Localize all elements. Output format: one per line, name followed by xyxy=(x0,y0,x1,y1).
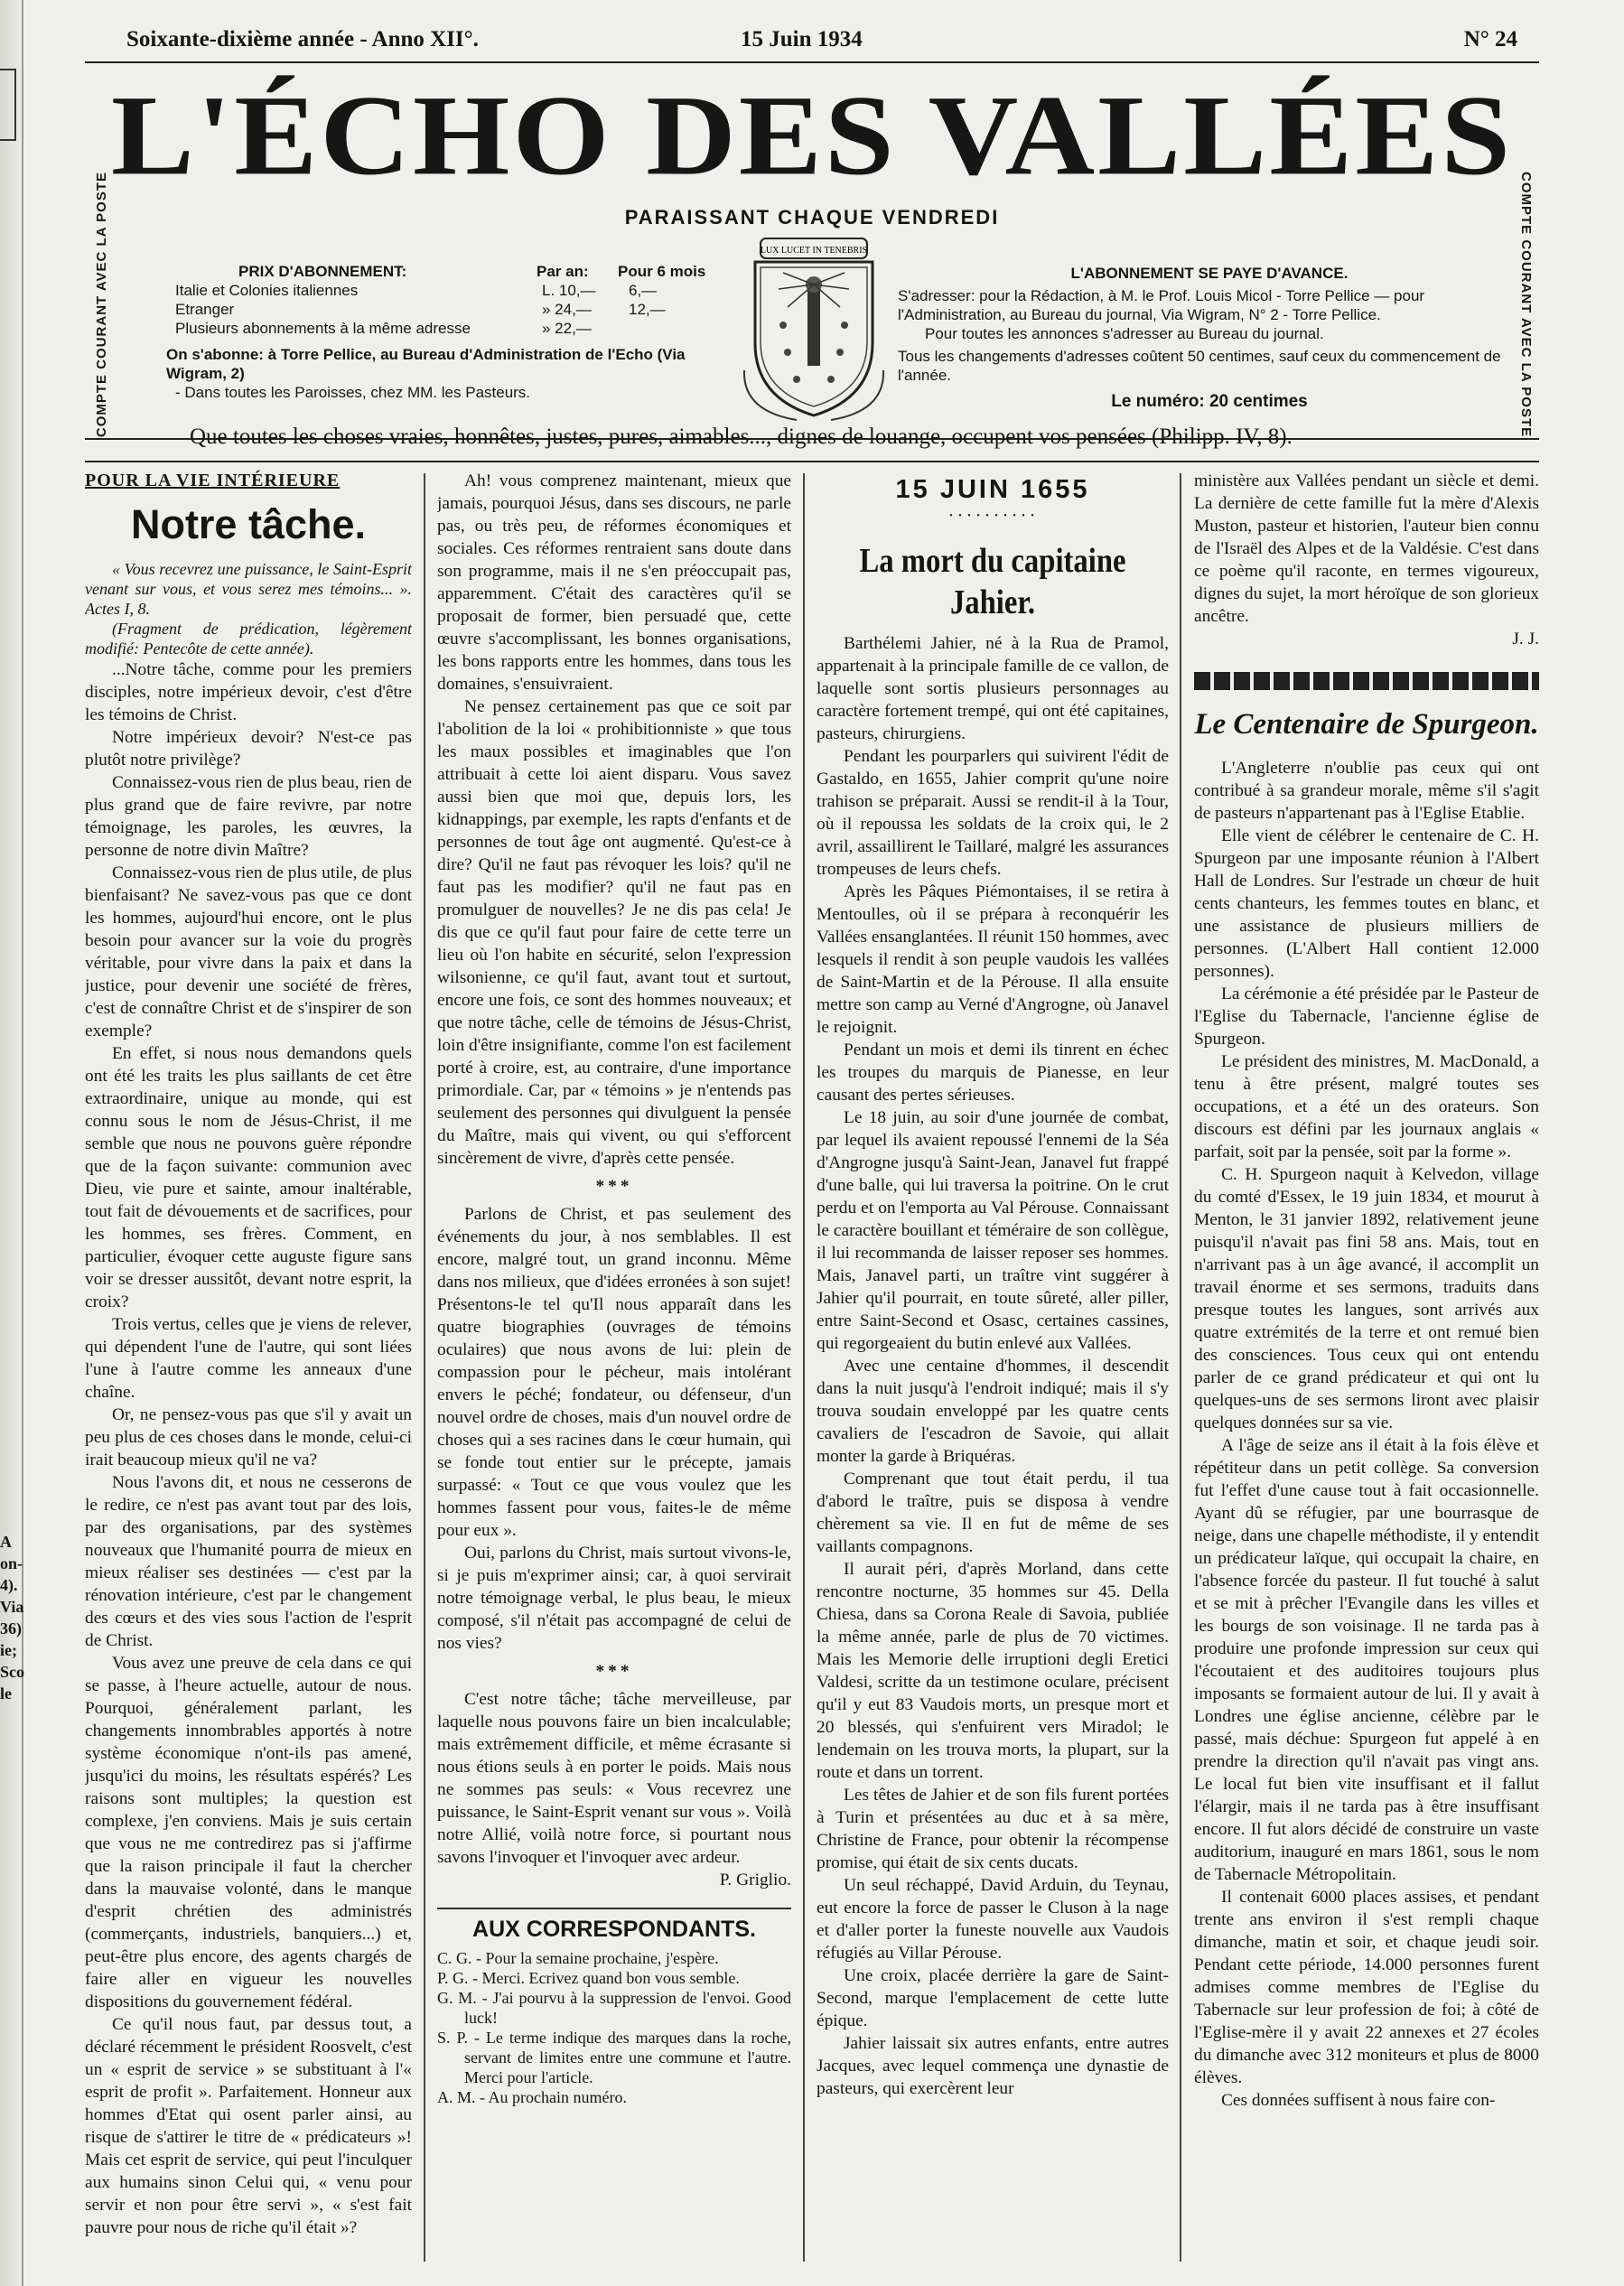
paragraph: Vous avez une preuve de cela dans ce qui se passe, à l'heure actuelle, autour de nous. Pourquoi, généralement parlant, les changements innombrables apportés à notre système économique n'ont-ils pas amené, jusqu'ici du moins, les résultats espérés? Les raisons sont multiples; la question est complexe, j'en conviens. Mais je suis certain que vous ne me contredirez pas si j'affirme que la raison principale il faut la chercher dans la mauvaise volonté, dans le manque d'esprit chrétien des administrés (commerçants, industriels, banquiers...) et, peut-être plus encore, des agents chargés de faire aller en vigueur les nouvelles dispositions du gouvernement fédéral. xyxy=(85,1654,412,2011)
paragraph: A l'âge de seize ans il était à la fois élève et répétiteur dans un petit collège. Sa conversion fut l'effet d'une cause tout à fait occasionnelle. Ayant dû se réfugier, par une bourrasque de neige, dans une chapelle méthodiste, il y entendit un prédicateur laïque, qui occupait la chaire, en l'absence forcée du pasteur. Il fut touché à salut et se mit à prêcher l'Evangile dans les villes et les bourgs de son voisinage. Il ne tarda pas à produire une profonde impression sur ceux qui l'écoutaient et des auditoires toujours plus imposants se formaient autour de lui. Il y avait à Londres une église ancienne, célèbre par le passé, mais déchue: Spurgeon fut appelé à en prendre la direction qu'il n'avait pas vingt ans. Le local fut bien vite insuffisant et il fallut l'élargir, mais il ne tarda pas à être insuffisant encore. Il fut alors décidé de construire un vaste auditorium, inauguré en mars 1861, sous le nom de Tabernacle Métropolitain. xyxy=(1194,1436,1539,1884)
table-row xyxy=(175,281,671,300)
section-separator: *** xyxy=(595,1177,633,1196)
paragraph: Trois vertus, celles que je viens de relever, qui dépendent l'une de l'autre, qui sont liées l'une à l'autre comme les anneaux d'une chaîne. xyxy=(85,1315,412,1402)
row-label: Etranger xyxy=(175,301,235,318)
admin-line-1: S'adresser: pour la Rédaction, à M. le Prof. Louis Micol - Torre Pellice — pour l'Administration, au Bureau du journal, Via Wigram, N° 2 - Torre Pellice. xyxy=(898,287,1425,323)
paragraph: Un seul réchappé, David Arduin, du Teynau, eut encore la force de passer le Cluson à la nage et d'aller porter la funeste nouvelle aux Vaudois réfugiés au Villar Pérouse. xyxy=(817,1876,1169,1963)
waldensian-emblem-icon xyxy=(742,235,885,425)
article-columns xyxy=(85,470,1539,2267)
table-row xyxy=(175,300,671,319)
paragraph: La cérémonie a été présidée par le Pasteur de l'Eglise du Tabernacle, l'ancienne église de Spurgeon. xyxy=(1194,984,1539,1049)
paragraph: Ah! vous comprenez maintenant, mieux que jamais, pourquoi Jésus, dans ses discours, ne parle pas, ou très peu, de réformes économiques et sociales. Ces réformes rentraient sans doute dans son programme, mais il ne s'en préoccupait pas, apparemment. C'était des caractères qu'il se proposait de former, bien persuadé que, cette œuvre s'accomplissant, les bonnes organisations, les bons rapports entre les hommes, dans tous les domaines, s'ensuivraient. xyxy=(437,471,791,694)
paragraph: Après les Pâques Piémontaises, il se retira à Mentoulles, où il se prépara à reconquérir les Vallées ensanglantées. Il réunit 150 hommes, avec lesquels il rendit à son peuple vaudois les vallées de Saint-Martin et de la Pérouse. Il alla ensuite mettre son camp au Verné d'Angrogne, où Janavel le rejoignit. xyxy=(817,882,1169,1037)
row-label: Plusieurs abonnements à la même adresse xyxy=(175,320,471,337)
side-text-right: COMPTE COURANT AVEC LA POSTE xyxy=(1518,172,1534,438)
left-margin-box xyxy=(0,69,16,141)
list-item: S. P. - Le terme indique des marques dans la roche, servant de limites entre une commune et l'autre. Merci pour l'article. xyxy=(437,2029,791,2086)
correspondents-title: AUX CORRESPONDANTS. xyxy=(437,1908,791,1941)
paragraph: L'Angleterre n'oublie pas ceux qui ont contribué à sa grandeur morale, même s'il s'agit de pasteurs n'appartenant pas à l'Eglise Etablie. xyxy=(1194,759,1539,823)
emblem-motto: LUX LUCET IN TENEBRIS xyxy=(760,246,868,256)
paragraph: Ces données suffisent à nous faire con- xyxy=(1221,2091,1496,2110)
paragraph: C'est notre tâche; tâche merveilleuse, par laquelle nous pouvons faire un bien incalculable; mais extrêmement difficile, et même écrasante si nous étions seuls à en porter le poids. Mais nous ne sommes pas seuls: « Vous recevrez une puissance, le Saint-Esprit venant sur vous ». Voilà notre Allié, voilà notre force, si pourtant nous savons l'invoquer et l'invoquer avec ardeur. xyxy=(437,1690,791,1867)
author-signature: P. Griglio. xyxy=(719,1871,791,1889)
newspaper-subtitle: PARAISSANT CHAQUE VENDREDI xyxy=(624,206,1000,229)
paragraph: Connaissez-vous rien de plus utile, de plus bienfaisant? Ne savez-vous pas que ce dont les hommes, aujourd'hui encore, ont le plus besoin pour avancer sur la voie du progrès véritable, pour vivre dans la paix et dans la justice, pour devenir une société de frères, c'est de connaître Christ et de s'inspirer de son exemple? xyxy=(85,863,412,1040)
epigraph-quote: « Vous recevrez une puissance, le Saint-Esprit venant sur vous, et vous serez mes témoins... ». Actes I, 8. xyxy=(85,560,412,618)
paragraph: Pendant un mois et demi ils tinrent en échec les troupes du marquis de Pianesse, en leur causant des pertes sérieuses. xyxy=(817,1040,1169,1105)
table-row xyxy=(175,319,671,338)
header-rule xyxy=(85,461,1539,462)
column-2 xyxy=(437,470,791,2267)
author-signature: J. J. xyxy=(1512,630,1539,648)
newspaper-title: L'ÉCHO DES VALLÉES xyxy=(110,71,1514,199)
correspondents-list xyxy=(437,1948,791,2107)
subscription-note-2: - Dans toutes les Paroisses, chez MM. les Pasteurs. xyxy=(175,384,531,401)
paragraph: Barthélemi Jahier, né à la Rua de Pramol, appartenait à la principale famille de ce vallon, de laquelle sont sortis plusieurs personnages au caractère fortement trempé, qui ont été capitaines, pasteurs, chirurgiens. xyxy=(817,634,1169,743)
row-half: 6,— xyxy=(629,282,658,299)
paragraph: Nous l'avons dit, et nous ne cesserons de le redire, ce n'est pas avant tout par des lois, par des organisations, par des systèmes nouveaux que l'humanité pourra de mieux en mieux réaliser ses destinées — c'est par la rénovation intérieure, c'est par le changement des cœurs et des vies sous l'action de l'esprit de Christ. xyxy=(85,1473,412,1650)
paragraph: Jahier laissait six autres enfants, entre autres Jacques, avec lequel commença une dynastie de pasteurs, qui exercèrent leur xyxy=(817,2034,1169,2098)
issue-date: 15 Juin 1934 xyxy=(741,27,863,51)
article-title-jahier: La mort du capitaine Jahier. xyxy=(859,542,1126,621)
row-year: » 22,— xyxy=(542,320,592,337)
top-line xyxy=(126,27,1517,60)
paragraph: Pendant les pourparlers qui suivirent l'édit de Gastaldo, en 1655, Jahier comprit qu'une noire trahison se préparait. Aussi se rendit-il à la Tour, où il repoussa les soldats de la croix qui, le 2 avril, assaillirent le Taillaré, malgré les assurances trompeuses de leurs chefs. xyxy=(817,747,1169,879)
col-year-label: Par an: xyxy=(537,263,589,280)
paragraph: Ce qu'il nous faut, par dessus tout, a déclaré récemment le président Roosvelt, c'est un « esprit de service » se substituant à l'« esprit de profit ». Parfaitement. Honneur aux hommes d'Etat qui osent parler ainsi, au risque de s'attirer le titre de « prédicateurs »! Mais cet esprit de service, qui peut l'inculquer aux humains sinon Celui qui, « venu pour servir et non pour être servi », « s'est fait pauvre pour nous de riche qu'il était »? xyxy=(85,2015,412,2237)
row-half xyxy=(629,319,671,338)
article-source-note: (Fragment de prédication, légèrement modifié: Pentecôte de cette année). xyxy=(85,620,412,658)
paragraph: Il aurait péri, d'après Morland, dans cette rencontre nocturne, 35 hommes sur 45. Della Chiesa, dans sa Corona Reale di Savoia, publiée la même année, parle de plus de 70 victimes. Mais les Memorie delle irruptioni degli Eretici Valdesi, scritte da un testimone oculare, précisent qu'il y eut 83 Vaudois morts, un presque mort et 20 blessés, qui s'enfuirent vers Miradol; le lendemain on les trouva morts, la plupart, sur la route et dans un torrent. xyxy=(817,1560,1169,1782)
subscription-table xyxy=(175,281,671,338)
admin-heading: L'ABONNEMENT SE PAYE D'AVANCE. xyxy=(1070,265,1349,282)
paragraph: En effet, si nous nous demandons quels ont été les traits les plus saillants de cet être extraordinaire, unique au monde, qui est connu sous le nom de Jésus-Christ, il me semble que nous ne pouvons guère répondre que de la façon suivante: communion avec Dieu, vie pure et sainte, amour inaltérable, tout fait de dévouements et de sacrifices, pour les hommes, ses frères. Comment, en particulier, évoquer cette auguste figure sans voir se dresser aussitôt, devant notre esprit, la croix? xyxy=(85,1044,412,1311)
paragraph: Avec une centaine d'hommes, il descendit dans la nuit jusqu'à l'endroit indiqué; mais il s'y trouva soudain enveloppé par les quatre cents cavaliers de l'escadron de Savoie, qui allait monter la garde à Briquéras. xyxy=(817,1357,1169,1466)
article-kicker: POUR LA VIE INTÉRIEURE xyxy=(85,471,341,490)
column-rule xyxy=(1180,473,1181,2262)
row-half: 12,— xyxy=(629,301,666,318)
paragraph: C. H. Spurgeon naquit à Kelvedon, village du comté d'Essex, le 19 juin 1834, et mourut à Menton, le 31 janvier 1892, relativement jeune puisqu'il n'avait pas fini 58 ans. Mais, tout en n'arrivant pas à un âge avancé, il accomplit un travail énorme et ses sermons, traduits dans presque toutes les langues, sont arrivés aux quatre extrémités de la terre et ont remué bien des consciences. Tous ceux qui ont entendu parler de ce grand prédicateur et qui ont lu quelques-uns de ses sermons liront avec plaisir quelques données sur sa vie. xyxy=(1194,1165,1539,1432)
paragraph: ...Notre tâche, comme pour les premiers disciples, notre impérieux devoir, c'est d'être les témoins de Christ. xyxy=(85,660,412,724)
year-line: Soixante-dixième année - Anno XII°. xyxy=(126,27,479,51)
paragraph: Les têtes de Jahier et de son fils furent portées à Turin et présentées au duc et à sa mère, Christine de France, pour obtenir la récompense promise, qui était de six cents ducats. xyxy=(817,1786,1169,1872)
paragraph: Connaissez-vous rien de plus beau, rien de plus grand que de faire revivre, par notre témoignage, les paroles, les œuvres, la personne de notre divin Maître? xyxy=(85,773,412,860)
paragraph: Oui, parlons du Christ, mais surtout vivons-le, si je puis m'exprimer ainsi; car, à quoi servirait notre témoignage verbal, le plus beau, le mieux composé, s'il n'était pas accompagné de celui de nos vies? xyxy=(437,1544,791,1653)
column-4 xyxy=(1194,470,1539,2267)
paragraph: Il contenait 6000 places assises, et pendant trente ans environ il s'est rempli chaque dimanche, matin et soir, et chaque jeudi soir. Pendant cette période, 14.000 personnes furent admises comme membres de l'Eglise du Tabernacle sur leur profession de foi; à côté de l'Eglise-mère il y avait 22 annexes et 27 écoles du dimanche avec 312 moniteurs et plus de 8000 élèves. xyxy=(1194,1888,1539,2087)
paragraph: Le président des ministres, M. MacDonald, a tenu à être présent, malgré toutes ses occupations, et a été un des orateurs. Son discours est défini par les journaux anglais « parfait, soit par la pensée, soit par la forme ». xyxy=(1194,1052,1539,1162)
column-1 xyxy=(85,470,412,2267)
paragraph: Notre impérieux devoir? N'est-ce pas plutôt notre privilège? xyxy=(85,728,412,770)
left-scrap-text: A on- 4). Via 36) ie; Sco le xyxy=(0,1533,24,1703)
subscription-box xyxy=(121,262,726,402)
masthead xyxy=(85,61,1539,440)
paragraph: Parlons de Christ, et pas seulement des événements du jour, à nos semblables. Il est encore, malgré tout, un grand inconnu. Même dans nos milieux, que d'idées erronées à son sujet! Présentons-le tel qu'Il nous apparaît dans les quatre biographies (ouvrages de témoins oculaires) que nous avons de lui: plein de compassion pour le pécheur, mais intolérant envers le péché; fondateur, ou défenseur, d'un nouvel ordre de choses, mais d'un nouvel ordre de choses qui a ses racines dans le cœur humain, qui se fonde tout entier sur le précepte, jamais surpassé: « Tout ce que vous voulez que les hommes fassent pour vous, faites-le de même pour eux ». xyxy=(437,1205,791,1540)
issue-price: Le numéro: 20 centimes xyxy=(1111,392,1308,411)
list-item: C. G. - Pour la semaine prochaine, j'espère. xyxy=(437,1949,719,1967)
paragraph: ministère aux Vallées pendant un siècle et demi. La dernière de cette famille fut la mère d'Alexis Muston, pasteur et historien, l'auteur bien connu de l'Israël des Alpes et de la Valdésie. C'est dans ce poème qu'il raconte, en termes vigoureux, dignes du sujet, la mort héroïque de son glorieux ancêtre. xyxy=(1194,471,1539,626)
subscription-heading: PRIX D'ABONNEMENT: xyxy=(238,263,407,280)
issue-number: N° 24 xyxy=(1463,27,1517,51)
dotted-separator: • • • • • • • • • • xyxy=(949,511,1036,521)
paragraph: Ne pensez certainement pas que ce soit par l'abolition de la loi « prohibitionniste » que tous les maux possibles et imaginables que l'on attribuait à cette loi aient disparu. Vous savez aussi bien que moi que, depuis lors, les kidnappings, par exemple, les rapts d'enfants et de personnes de tout âge ont augmenté. Qu'est-ce à dire? Qu'il ne faut pas révoquer les lois? qu'il ne faut pas les modifier? qu'il ne faut pas en promulguer de nouvelles? Je ne dis pas cela! Je dis que ce qu'il faut pour faire de cette terre un lieu où l'on habite en sécurité, selon l'expression wilsonienne, ce qu'il faut, avant tout et surtout, encore une fois, ce sont des hommes nouveaux; et que notre tâche, celle de témoins de Jésus-Christ, loin d'être insignifiante, comme l'on est facilement porté à croire, est, au contraire, d'une importance primordiale. Car, par « témoins » je n'entends pas seulement des personnes qui divulguent la pensée du Maître, mais qui vivent, ou qui s'efforcent sincèrement de vivre, d'après cette pensée. xyxy=(437,697,791,1168)
list-item: G. M. - J'ai pourvu à la suppression de l'envoi. Good luck! xyxy=(437,1989,791,2027)
administration-box xyxy=(898,264,1521,411)
paragraph: Le 18 juin, au soir d'une journée de combat, par lequel ils avaient repoussé l'ennemi de la Séa d'Angrogne jusqu'à Saint-Jean, Janavel fut frappé d'une balle, qui lui traversa la poitrine. On le crut perdu et on l'emporta au Val Pérouse. Connaissant le caractère bouillant et téméraire de son collègue, il lui recommanda de laisser reposer ses hommes. Mais, Janavel parti, un traître vint suggérer à Jahier qu'il pourrait, en toute sûreté, aller piller, entre Saint-Second et Osasc, certaines cassines, qui regorgeaient du butin enlevé aux Vallées. xyxy=(817,1108,1169,1353)
paragraph: Comprenant que tout était perdu, il tua d'abord le traître, puis se disposa à vendre chèrement sa vie. Il en fut de même de ses vaillants compagnons. xyxy=(817,1470,1169,1556)
page-fold-shadow xyxy=(0,0,23,2286)
paragraph: Elle vient de célébrer le centenaire de C. H. Spurgeon par une imposante réunion à l'Albert Hall de Londres. Sur l'estrade un chœur de huit cents chanteurs, les femmes toutes en blanc, et une assistance de plusieurs milliers de personnes. (L'Albert Hall contient 12.000 personnes). xyxy=(1194,826,1539,981)
admin-line-2: Pour toutes les annonces s'adresser au Bureau du journal. xyxy=(925,325,1324,342)
col-half-label: Pour 6 mois xyxy=(618,263,706,280)
column-rule xyxy=(803,473,805,2262)
subscription-note-1: On s'abonne: à Torre Pellice, au Bureau d'Administration de l'Echo (Via Wigram, 2) xyxy=(166,346,686,382)
ornamental-border xyxy=(1194,672,1539,690)
article-date-heading: 15 JUIN 1655 xyxy=(895,475,1090,504)
article-title-spurgeon: Le Centenaire de Spurgeon. xyxy=(1194,708,1539,741)
row-year: L. 10,— xyxy=(542,282,596,299)
motto-line: Que toutes les choses vraies, honnêtes, justes, pures, aimables..., dignes de louange, occupent vos pensées (Philipp. IV, 8). xyxy=(190,425,1293,449)
article-title-notre-tache: Notre tâche. xyxy=(130,501,367,547)
section-separator: *** xyxy=(595,1662,633,1681)
side-text-left: COMPTE COURANT AVEC LA POSTE xyxy=(94,172,109,438)
row-label: Italie et Colonies italiennes xyxy=(175,282,359,299)
list-item: P. G. - Merci. Ecrivez quand bon vous semble. xyxy=(437,1969,740,1987)
paragraph: Une croix, placée derrière la gare de Saint-Second, marque l'emplacement de cette lutte épique. xyxy=(817,1966,1169,2030)
row-year: » 24,— xyxy=(542,301,592,318)
admin-line-3: Tous les changements d'adresses coûtent 50 centimes, sauf ceux du commencement de l'année. xyxy=(898,348,1501,384)
column-rule xyxy=(424,473,425,2262)
column-3 xyxy=(817,470,1169,2267)
list-item: A. M. - Au prochain numéro. xyxy=(437,2088,627,2106)
paragraph: Or, ne pensez-vous pas que s'il y avait un peu plus de ces choses dans le monde, celui-ci irait beaucoup mieux qu'il ne va? xyxy=(85,1405,412,1470)
